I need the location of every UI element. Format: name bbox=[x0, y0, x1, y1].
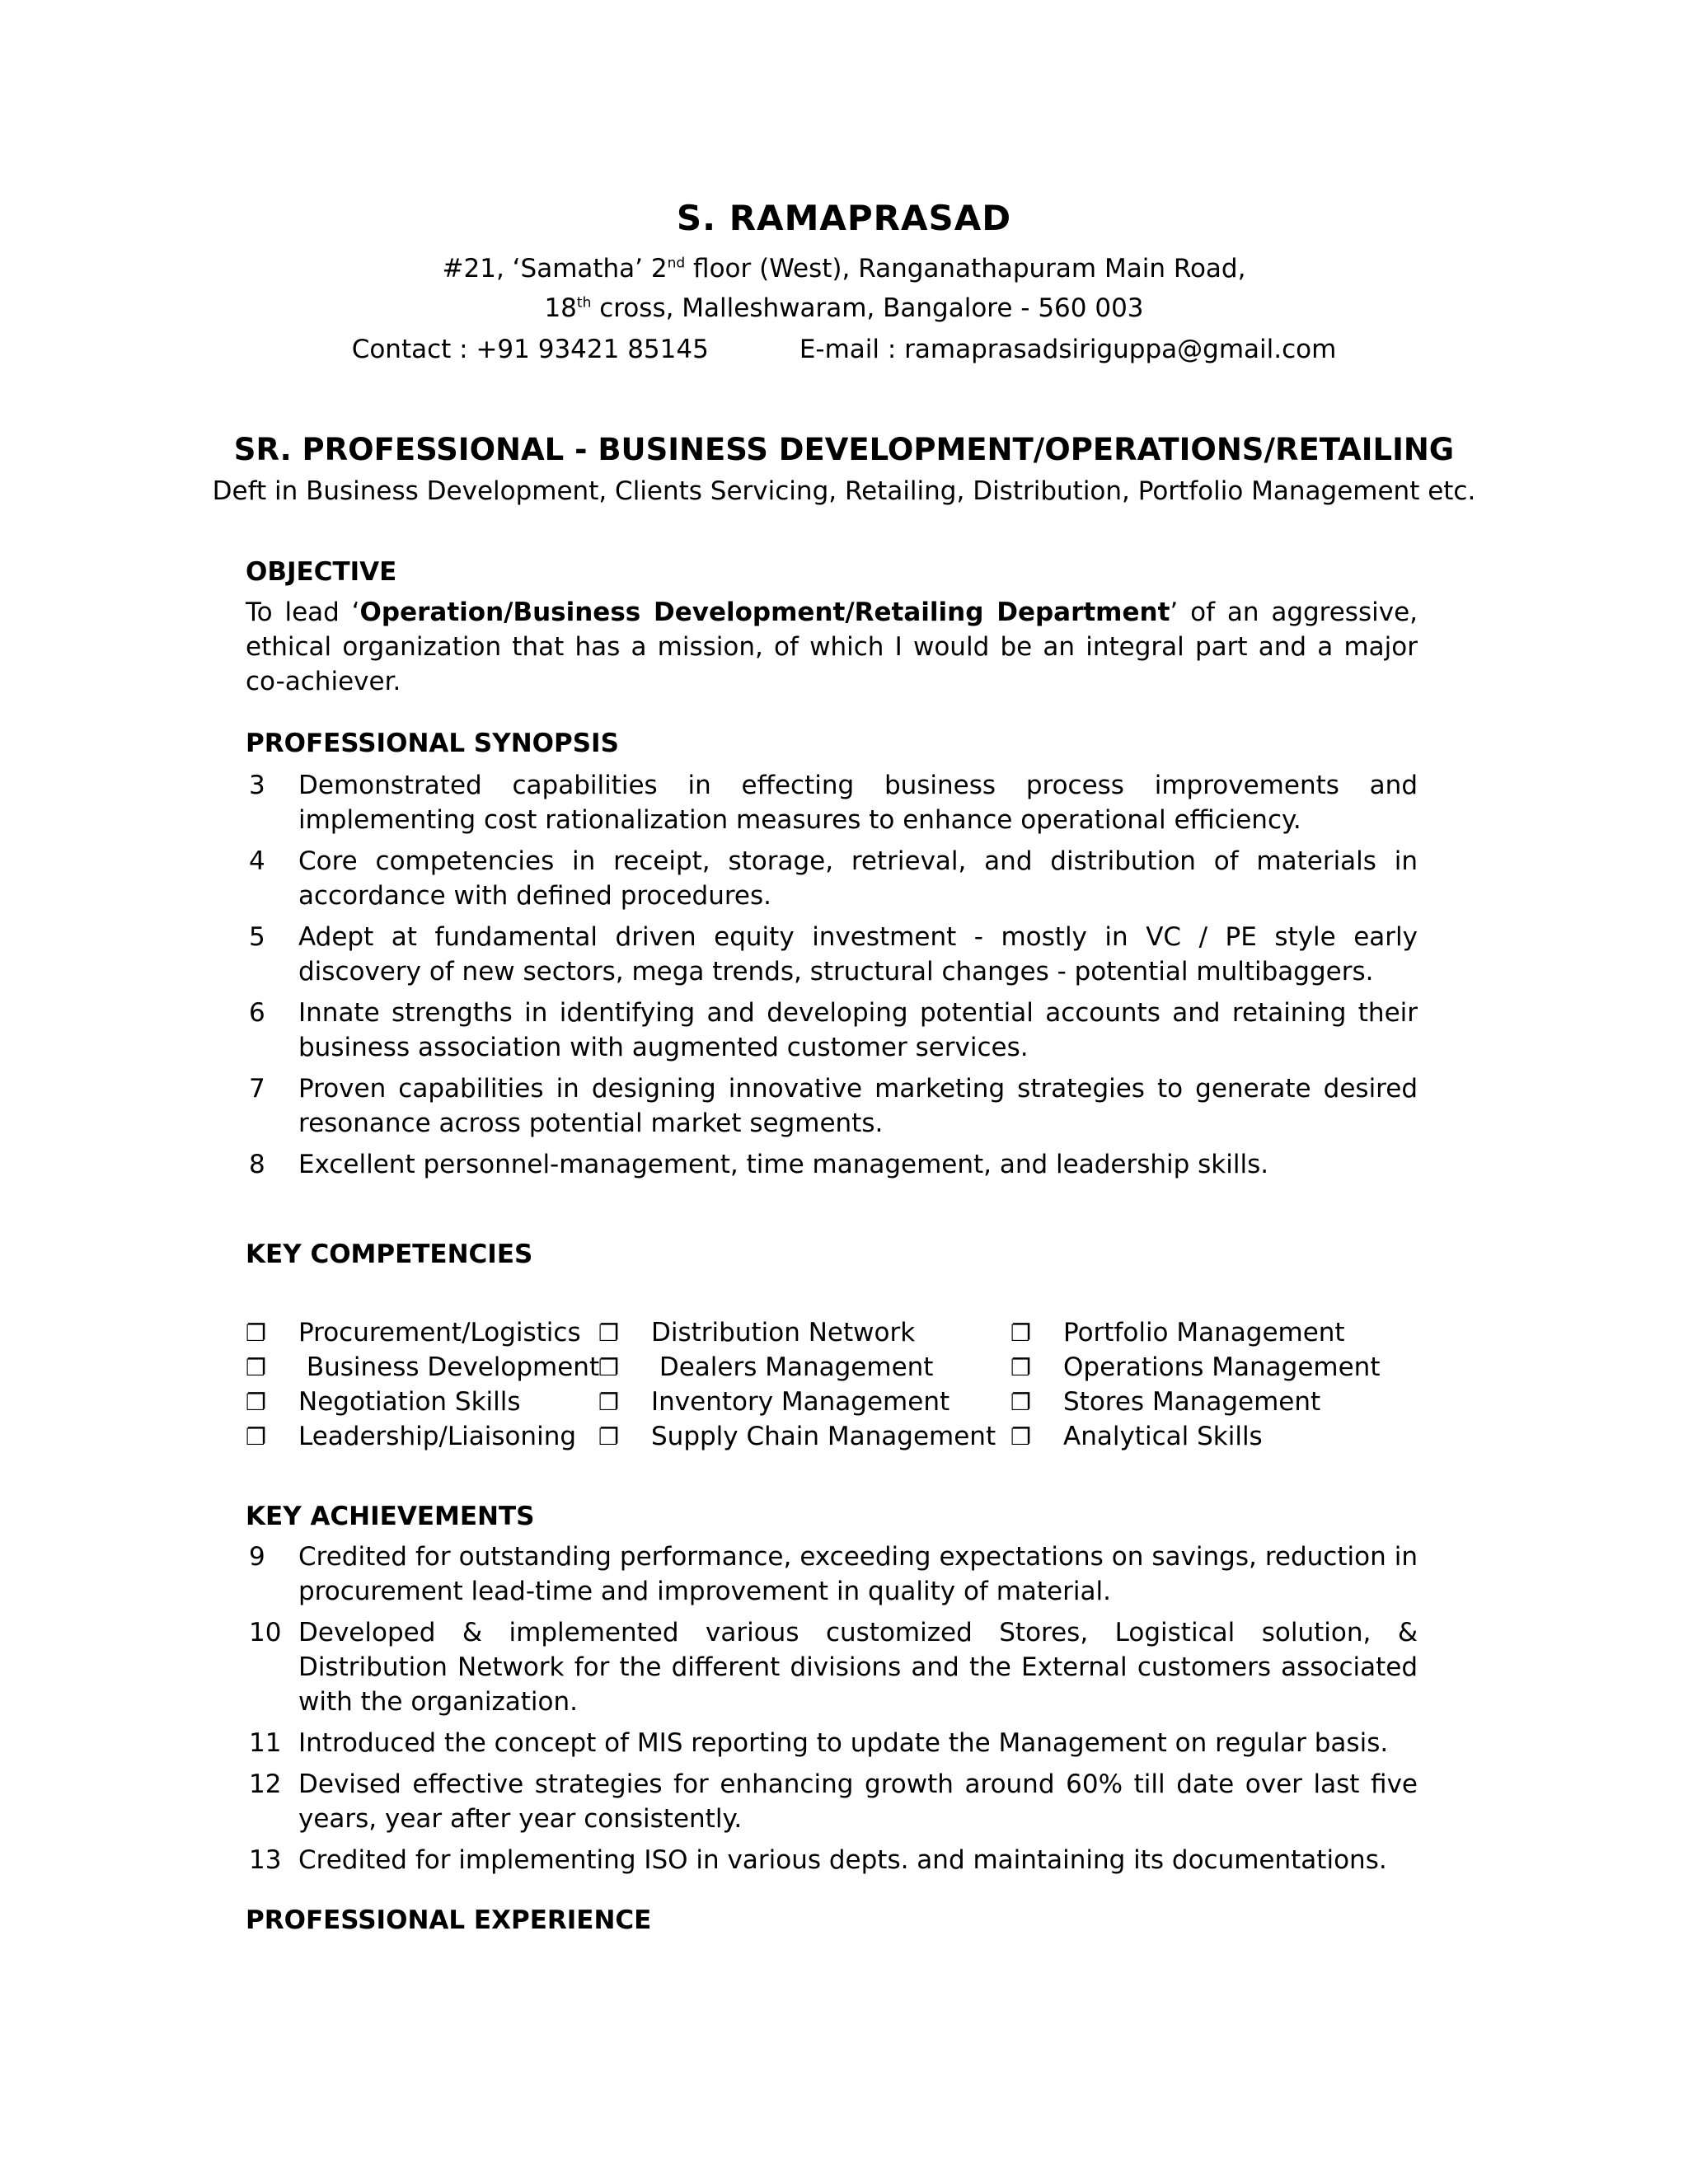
competency-item bbox=[246, 1419, 576, 1455]
competency-item bbox=[1010, 1315, 1345, 1351]
competency-label: Portfolio Management bbox=[1063, 1318, 1345, 1347]
checkbox-icon: ❐ bbox=[598, 1354, 620, 1381]
achievements-list bbox=[246, 1540, 1418, 1884]
item-number: 7 bbox=[249, 1074, 265, 1104]
checkbox-icon: ❐ bbox=[1010, 1389, 1032, 1416]
item-text: Core competencies in receipt, storage, retrieval, and distribution of materials in accordance with defined procedures. bbox=[298, 846, 1418, 911]
checkbox-icon: ❐ bbox=[598, 1319, 620, 1347]
competency-item bbox=[1010, 1385, 1320, 1420]
item-text: Credited for outstanding performance, exceeding expectations on savings, reduction in procurement lead-time and improvement in quality of material. bbox=[298, 1542, 1418, 1606]
competency-row bbox=[246, 1350, 1418, 1385]
professional-headline: SR. PROFESSIONAL - BUSINESS DEVELOPMENT/OPERATIONS/RETAILING bbox=[233, 432, 1455, 467]
objective-heading: OBJECTIVE bbox=[246, 557, 397, 587]
item-number: 12 bbox=[249, 1769, 282, 1799]
item-text: Developed & implemented various customized Stores, Logistical solution, & Distribution Network for the different divisions and the External customers associated with the organization. bbox=[298, 1618, 1418, 1717]
objective-text bbox=[246, 595, 1418, 699]
competency-item bbox=[1010, 1419, 1263, 1455]
competencies-grid bbox=[246, 1315, 1418, 1454]
competency-label: Business Development bbox=[298, 1352, 600, 1382]
address-line-1 bbox=[0, 254, 1688, 284]
objective-text-post: ’ of an aggressive, ethical organization that has a mission, of which I would be an integral part and a major co-achiever. bbox=[246, 598, 1418, 696]
synopsis-heading: PROFESSIONAL SYNOPSIS bbox=[246, 729, 619, 758]
item-text: Adept at fundamental driven equity investment - mostly in VC / PE style early discovery of new sectors, mega trends, structural changes - potential multibaggers. bbox=[298, 922, 1418, 987]
competency-row bbox=[246, 1385, 1418, 1419]
list-item bbox=[246, 1843, 1418, 1877]
competency-label: Distribution Network bbox=[651, 1318, 916, 1347]
checkbox-icon: ❐ bbox=[246, 1319, 267, 1347]
experience-heading: PROFESSIONAL EXPERIENCE bbox=[246, 1905, 652, 1935]
competency-label: Procurement/Logistics bbox=[298, 1318, 581, 1347]
item-number: 10 bbox=[249, 1618, 282, 1647]
competency-label: Supply Chain Management bbox=[651, 1422, 996, 1451]
synopsis-list bbox=[246, 768, 1418, 1188]
competency-label: Inventory Management bbox=[651, 1387, 950, 1417]
address-line-1-post: floor (West), Ranganathapuram Main Road, bbox=[685, 254, 1246, 284]
checkbox-icon: ❐ bbox=[1010, 1423, 1032, 1451]
item-text: Introduced the concept of MIS reporting to update the Management on regular basis. bbox=[298, 1728, 1389, 1758]
competency-item bbox=[246, 1350, 599, 1385]
competency-item bbox=[598, 1350, 933, 1385]
competency-item bbox=[598, 1315, 915, 1351]
list-item bbox=[246, 1615, 1418, 1719]
item-number: 13 bbox=[249, 1845, 282, 1875]
item-number: 6 bbox=[249, 998, 265, 1028]
competency-row bbox=[246, 1315, 1418, 1350]
item-number: 4 bbox=[249, 846, 265, 876]
item-text: Demonstrated capabilities in effecting business process improvements and implementing cost rationalization measures to enhance operational efficiency. bbox=[298, 771, 1418, 835]
checkbox-icon: ❐ bbox=[246, 1354, 267, 1381]
item-text: Excellent personnel-management, time management, and leadership skills. bbox=[298, 1150, 1269, 1179]
contact-line bbox=[0, 335, 1688, 364]
list-item bbox=[246, 920, 1418, 989]
list-item bbox=[246, 996, 1418, 1065]
checkbox-icon: ❐ bbox=[246, 1389, 267, 1416]
checkbox-icon: ❐ bbox=[598, 1389, 620, 1416]
competency-label: Leadership/Liaisoning bbox=[298, 1422, 577, 1451]
competency-label: Operations Management bbox=[1063, 1352, 1381, 1382]
competencies-heading: KEY COMPETENCIES bbox=[246, 1240, 533, 1269]
competency-label: Dealers Management bbox=[651, 1352, 934, 1382]
list-item bbox=[246, 768, 1418, 837]
item-number: 8 bbox=[249, 1150, 265, 1179]
item-number: 3 bbox=[249, 771, 265, 800]
checkbox-icon: ❐ bbox=[1010, 1354, 1032, 1381]
checkbox-icon: ❐ bbox=[246, 1423, 267, 1451]
item-number: 5 bbox=[249, 922, 265, 952]
list-item bbox=[246, 1071, 1418, 1141]
competency-label: Stores Management bbox=[1063, 1387, 1321, 1417]
competency-label: Negotiation Skills bbox=[298, 1387, 521, 1417]
contact-email: E-mail : ramaprasadsiriguppa@gmail.com bbox=[799, 335, 1337, 364]
list-item bbox=[246, 1540, 1418, 1609]
address-line-2-post: cross, Malleshwaram, Bangalore - 560 003 bbox=[591, 293, 1144, 323]
contact-phone: Contact : +91 93421 85145 bbox=[351, 335, 709, 364]
competency-item bbox=[246, 1385, 521, 1420]
objective-text-pre: To lead ‘ bbox=[246, 598, 360, 627]
headline-subtitle: Deft in Business Development, Clients Servicing, Retailing, Distribution, Portfolio Management etc. bbox=[212, 476, 1476, 506]
competency-item bbox=[246, 1315, 581, 1351]
achievements-heading: KEY ACHIEVEMENTS bbox=[246, 1502, 535, 1531]
competency-item bbox=[1010, 1350, 1381, 1385]
address-line-1-sup: nd bbox=[667, 255, 686, 272]
competency-label: Analytical Skills bbox=[1063, 1422, 1263, 1451]
checkbox-icon: ❐ bbox=[598, 1423, 620, 1451]
item-text: Innate strengths in identifying and developing potential accounts and retaining their business association with augmented customer services. bbox=[298, 998, 1418, 1062]
list-item bbox=[246, 1726, 1418, 1760]
competency-item bbox=[598, 1419, 996, 1455]
item-text: Credited for implementing ISO in various depts. and maintaining its documentations. bbox=[298, 1845, 1387, 1875]
address-line-2 bbox=[0, 293, 1688, 323]
item-number: 11 bbox=[249, 1728, 282, 1758]
checkbox-icon: ❐ bbox=[1010, 1319, 1032, 1347]
candidate-name: S. RAMAPRASAD bbox=[676, 198, 1012, 238]
list-item bbox=[246, 1147, 1418, 1182]
address-line-1-pre: #21, ‘Samatha’ 2 bbox=[442, 254, 668, 284]
item-text: Proven capabilities in designing innovative marketing strategies to generate desired resonance across potential market segments. bbox=[298, 1074, 1418, 1138]
address-line-2-pre: 18 bbox=[544, 293, 577, 323]
competency-item bbox=[598, 1385, 950, 1420]
list-item bbox=[246, 1767, 1418, 1836]
item-number: 9 bbox=[249, 1542, 265, 1572]
objective-text-bold: Operation/Business Development/Retailing Department bbox=[359, 598, 1170, 627]
competency-row bbox=[246, 1419, 1418, 1454]
address-line-2-sup: th bbox=[576, 294, 592, 312]
item-text: Devised effective strategies for enhancing growth around 60% till date over last five years, year after year consistently. bbox=[298, 1769, 1418, 1834]
list-item bbox=[246, 844, 1418, 913]
